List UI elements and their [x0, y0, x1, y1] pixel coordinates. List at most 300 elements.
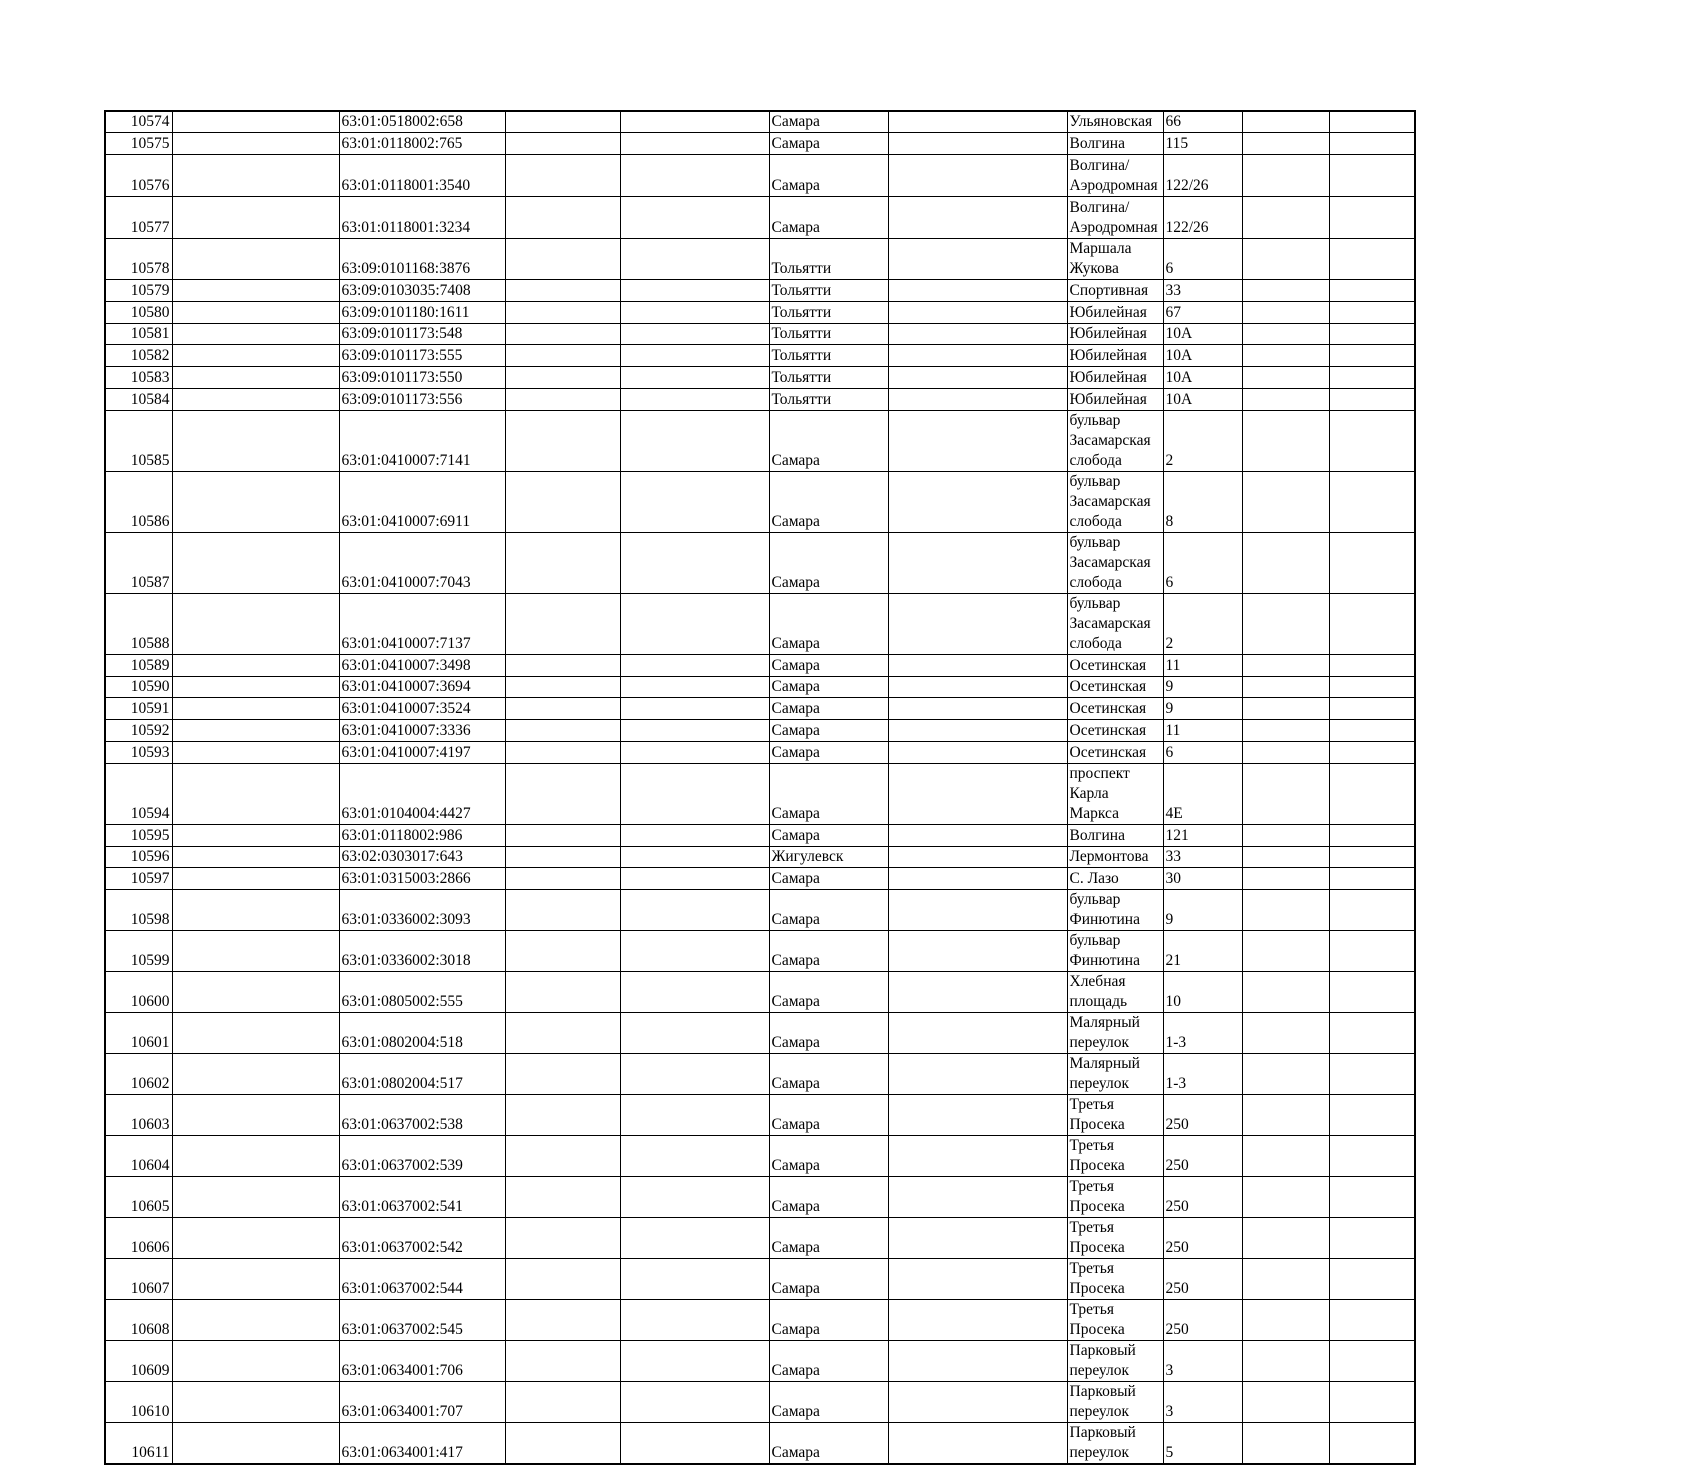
empty-cell	[1329, 890, 1415, 931]
table-row	[105, 868, 1415, 890]
street-cell: Третья Просека	[1067, 1136, 1163, 1177]
empty-cell	[1242, 593, 1329, 654]
row-number-cell: 10583	[105, 367, 172, 389]
empty-cell	[620, 155, 769, 197]
empty-cell	[1242, 471, 1329, 532]
row-number-cell: 10585	[105, 410, 172, 471]
row-number-cell: 10602	[105, 1054, 172, 1095]
empty-cell	[505, 1259, 620, 1300]
empty-cell	[1242, 301, 1329, 323]
street-cell: Юбилейная	[1067, 301, 1163, 323]
empty-cell	[505, 824, 620, 846]
table-row	[105, 301, 1415, 323]
empty-cell	[1242, 1013, 1329, 1054]
empty-cell	[1242, 654, 1329, 676]
city-cell: Самара	[769, 720, 888, 742]
empty-cell	[888, 1095, 1067, 1136]
row-number-cell: 10576	[105, 155, 172, 197]
empty-cell	[1329, 698, 1415, 720]
empty-cell	[1242, 868, 1329, 890]
empty-cell	[1329, 155, 1415, 197]
row-number-cell: 10591	[105, 698, 172, 720]
city-cell: Самара	[769, 1382, 888, 1423]
city-cell: Самара	[769, 890, 888, 931]
house-number-cell: 122/26	[1163, 155, 1242, 197]
empty-cell	[888, 698, 1067, 720]
empty-cell	[172, 846, 339, 868]
empty-cell	[505, 133, 620, 155]
house-number-cell: 6	[1163, 532, 1242, 593]
empty-cell	[505, 1013, 620, 1054]
city-cell: Самара	[769, 532, 888, 593]
empty-cell	[505, 890, 620, 931]
empty-cell	[1329, 133, 1415, 155]
table-row	[105, 410, 1415, 471]
street-cell: Маршала Жукова	[1067, 239, 1163, 280]
row-number-cell: 10589	[105, 654, 172, 676]
house-number-cell: 6	[1163, 239, 1242, 280]
cadastral-number-cell: 63:01:0637002:541	[339, 1177, 505, 1218]
empty-cell	[505, 1054, 620, 1095]
empty-cell	[505, 593, 620, 654]
cadastral-number-cell: 63:01:0637002:545	[339, 1300, 505, 1341]
house-number-cell: 30	[1163, 868, 1242, 890]
house-number-cell: 250	[1163, 1177, 1242, 1218]
table-row	[105, 345, 1415, 367]
table-row	[105, 1177, 1415, 1218]
empty-cell	[888, 1136, 1067, 1177]
city-cell: Самара	[769, 593, 888, 654]
city-cell: Самара	[769, 1177, 888, 1218]
empty-cell	[620, 824, 769, 846]
table-row	[105, 1300, 1415, 1341]
street-cell: проспект Карла Маркса	[1067, 763, 1163, 824]
empty-cell	[172, 410, 339, 471]
empty-cell	[1242, 698, 1329, 720]
row-number-cell: 10586	[105, 471, 172, 532]
city-cell: Самара	[769, 1095, 888, 1136]
city-cell: Самара	[769, 698, 888, 720]
row-number-cell: 10601	[105, 1013, 172, 1054]
empty-cell	[1242, 1341, 1329, 1382]
row-number-cell: 10579	[105, 280, 172, 302]
empty-cell	[172, 654, 339, 676]
empty-cell	[505, 698, 620, 720]
city-cell: Тольятти	[769, 367, 888, 389]
city-cell: Самара	[769, 111, 888, 133]
empty-cell	[172, 323, 339, 345]
street-cell: Третья Просека	[1067, 1300, 1163, 1341]
cadastral-number-cell: 63:01:0637002:544	[339, 1259, 505, 1300]
empty-cell	[172, 367, 339, 389]
table-body	[105, 111, 1415, 1464]
table-row	[105, 280, 1415, 302]
empty-cell	[505, 1382, 620, 1423]
empty-cell	[1242, 1423, 1329, 1465]
row-number-cell: 10578	[105, 239, 172, 280]
cadastral-number-cell: 63:09:0101173:548	[339, 323, 505, 345]
empty-cell	[888, 410, 1067, 471]
empty-cell	[620, 1136, 769, 1177]
table-row	[105, 698, 1415, 720]
empty-cell	[1329, 367, 1415, 389]
empty-cell	[1329, 720, 1415, 742]
row-number-cell: 10603	[105, 1095, 172, 1136]
table-row	[105, 111, 1415, 133]
empty-cell	[888, 532, 1067, 593]
table-row	[105, 323, 1415, 345]
empty-cell	[505, 197, 620, 239]
empty-cell	[172, 301, 339, 323]
house-number-cell: 67	[1163, 301, 1242, 323]
house-number-cell: 10А	[1163, 323, 1242, 345]
house-number-cell: 21	[1163, 931, 1242, 972]
empty-cell	[1329, 111, 1415, 133]
empty-cell	[888, 1423, 1067, 1465]
empty-cell	[620, 1218, 769, 1259]
table-row	[105, 1054, 1415, 1095]
empty-cell	[888, 931, 1067, 972]
city-cell: Самара	[769, 1341, 888, 1382]
table-row	[105, 1382, 1415, 1423]
empty-cell	[620, 111, 769, 133]
cadastral-number-cell: 63:01:0410007:7043	[339, 532, 505, 593]
empty-cell	[1242, 824, 1329, 846]
empty-cell	[172, 532, 339, 593]
empty-cell	[1329, 410, 1415, 471]
row-number-cell: 10584	[105, 389, 172, 411]
empty-cell	[505, 1341, 620, 1382]
house-number-cell: 10А	[1163, 389, 1242, 411]
empty-cell	[505, 763, 620, 824]
house-number-cell: 11	[1163, 654, 1242, 676]
empty-cell	[620, 345, 769, 367]
empty-cell	[172, 133, 339, 155]
empty-cell	[172, 1218, 339, 1259]
city-cell: Самара	[769, 471, 888, 532]
city-cell: Самара	[769, 868, 888, 890]
empty-cell	[1329, 389, 1415, 411]
empty-cell	[1242, 367, 1329, 389]
empty-cell	[172, 763, 339, 824]
table-row	[105, 742, 1415, 764]
house-number-cell: 250	[1163, 1218, 1242, 1259]
registry-table	[104, 110, 1416, 1465]
empty-cell	[888, 345, 1067, 367]
house-number-cell: 122/26	[1163, 197, 1242, 239]
empty-cell	[505, 868, 620, 890]
empty-cell	[1242, 532, 1329, 593]
empty-cell	[1242, 1382, 1329, 1423]
empty-cell	[888, 1300, 1067, 1341]
empty-cell	[505, 1423, 620, 1465]
cadastral-number-cell: 63:01:0410007:6911	[339, 471, 505, 532]
empty-cell	[888, 846, 1067, 868]
empty-cell	[620, 1341, 769, 1382]
house-number-cell: 33	[1163, 280, 1242, 302]
city-cell: Самара	[769, 1300, 888, 1341]
row-number-cell: 10600	[105, 972, 172, 1013]
street-cell: бульвар Засамарская слобода	[1067, 593, 1163, 654]
empty-cell	[888, 389, 1067, 411]
empty-cell	[172, 824, 339, 846]
street-cell: Ульяновская	[1067, 111, 1163, 133]
empty-cell	[888, 367, 1067, 389]
empty-cell	[172, 1136, 339, 1177]
row-number-cell: 10590	[105, 676, 172, 698]
row-number-cell: 10607	[105, 1259, 172, 1300]
table-row	[105, 654, 1415, 676]
table-row	[105, 1341, 1415, 1382]
empty-cell	[620, 1259, 769, 1300]
empty-cell	[620, 720, 769, 742]
house-number-cell: 8	[1163, 471, 1242, 532]
empty-cell	[1329, 532, 1415, 593]
empty-cell	[172, 1423, 339, 1465]
empty-cell	[620, 763, 769, 824]
empty-cell	[1329, 654, 1415, 676]
street-cell: С. Лазо	[1067, 868, 1163, 890]
empty-cell	[172, 471, 339, 532]
table-row	[105, 1013, 1415, 1054]
empty-cell	[620, 972, 769, 1013]
empty-cell	[172, 593, 339, 654]
row-number-cell: 10575	[105, 133, 172, 155]
table-row	[105, 155, 1415, 197]
empty-cell	[505, 720, 620, 742]
cadastral-number-cell: 63:01:0634001:706	[339, 1341, 505, 1382]
empty-cell	[620, 1177, 769, 1218]
street-cell: Юбилейная	[1067, 389, 1163, 411]
cadastral-number-cell: 63:01:0118002:765	[339, 133, 505, 155]
house-number-cell: 250	[1163, 1300, 1242, 1341]
empty-cell	[172, 1054, 339, 1095]
empty-cell	[888, 1054, 1067, 1095]
empty-cell	[505, 1300, 620, 1341]
table-row	[105, 133, 1415, 155]
street-cell: Волгина	[1067, 824, 1163, 846]
empty-cell	[620, 890, 769, 931]
house-number-cell: 9	[1163, 698, 1242, 720]
empty-cell	[505, 654, 620, 676]
cadastral-number-cell: 63:01:0410007:4197	[339, 742, 505, 764]
empty-cell	[172, 1382, 339, 1423]
empty-cell	[505, 323, 620, 345]
empty-cell	[1242, 133, 1329, 155]
house-number-cell: 250	[1163, 1095, 1242, 1136]
cadastral-number-cell: 63:01:0410007:3694	[339, 676, 505, 698]
cadastral-number-cell: 63:01:0634001:707	[339, 1382, 505, 1423]
empty-cell	[172, 111, 339, 133]
city-cell: Самара	[769, 155, 888, 197]
empty-cell	[172, 280, 339, 302]
row-number-cell: 10588	[105, 593, 172, 654]
house-number-cell: 115	[1163, 133, 1242, 155]
empty-cell	[888, 111, 1067, 133]
empty-cell	[620, 1095, 769, 1136]
empty-cell	[505, 532, 620, 593]
house-number-cell: 66	[1163, 111, 1242, 133]
row-number-cell: 10604	[105, 1136, 172, 1177]
street-cell: Юбилейная	[1067, 345, 1163, 367]
table-row	[105, 1423, 1415, 1465]
table-row	[105, 1136, 1415, 1177]
empty-cell	[620, 1382, 769, 1423]
table-row	[105, 532, 1415, 593]
empty-cell	[1242, 846, 1329, 868]
empty-cell	[1329, 1300, 1415, 1341]
empty-cell	[620, 197, 769, 239]
cadastral-number-cell: 63:01:0634001:417	[339, 1423, 505, 1465]
empty-cell	[888, 239, 1067, 280]
table-row	[105, 389, 1415, 411]
house-number-cell: 10А	[1163, 345, 1242, 367]
cadastral-number-cell: 63:01:0315003:2866	[339, 868, 505, 890]
empty-cell	[888, 301, 1067, 323]
house-number-cell: 6	[1163, 742, 1242, 764]
street-cell: Малярный переулок	[1067, 1013, 1163, 1054]
table-row	[105, 1095, 1415, 1136]
empty-cell	[620, 239, 769, 280]
table-row	[105, 593, 1415, 654]
empty-cell	[505, 972, 620, 1013]
empty-cell	[620, 593, 769, 654]
city-cell: Самара	[769, 1259, 888, 1300]
empty-cell	[888, 1382, 1067, 1423]
row-number-cell: 10580	[105, 301, 172, 323]
empty-cell	[172, 1095, 339, 1136]
city-cell: Самара	[769, 654, 888, 676]
cadastral-number-cell: 63:01:0118002:986	[339, 824, 505, 846]
street-cell: Малярный переулок	[1067, 1054, 1163, 1095]
empty-cell	[172, 345, 339, 367]
table-row	[105, 890, 1415, 931]
empty-cell	[1329, 742, 1415, 764]
empty-cell	[1329, 280, 1415, 302]
cadastral-number-cell: 63:01:0118001:3234	[339, 197, 505, 239]
empty-cell	[1242, 720, 1329, 742]
empty-cell	[1242, 742, 1329, 764]
street-cell: Третья Просека	[1067, 1095, 1163, 1136]
empty-cell	[172, 720, 339, 742]
empty-cell	[1329, 345, 1415, 367]
empty-cell	[620, 868, 769, 890]
empty-cell	[505, 367, 620, 389]
empty-cell	[1242, 1259, 1329, 1300]
empty-cell	[1329, 1136, 1415, 1177]
row-number-cell: 10582	[105, 345, 172, 367]
empty-cell	[888, 593, 1067, 654]
house-number-cell: 2	[1163, 410, 1242, 471]
table-row	[105, 676, 1415, 698]
row-number-cell: 10596	[105, 846, 172, 868]
empty-cell	[620, 133, 769, 155]
row-number-cell: 10606	[105, 1218, 172, 1259]
city-cell: Тольятти	[769, 301, 888, 323]
row-number-cell: 10577	[105, 197, 172, 239]
empty-cell	[620, 846, 769, 868]
cadastral-number-cell: 63:01:0518002:658	[339, 111, 505, 133]
cadastral-number-cell: 63:09:0101180:1611	[339, 301, 505, 323]
row-number-cell: 10574	[105, 111, 172, 133]
cadastral-number-cell: 63:09:0101168:3876	[339, 239, 505, 280]
row-number-cell: 10593	[105, 742, 172, 764]
house-number-cell: 10	[1163, 972, 1242, 1013]
street-cell: Волгина/Аэродромная	[1067, 155, 1163, 197]
empty-cell	[1242, 1095, 1329, 1136]
empty-cell	[888, 676, 1067, 698]
empty-cell	[620, 301, 769, 323]
empty-cell	[505, 1136, 620, 1177]
empty-cell	[620, 654, 769, 676]
empty-cell	[505, 1095, 620, 1136]
city-cell: Тольятти	[769, 389, 888, 411]
empty-cell	[1329, 301, 1415, 323]
empty-cell	[888, 720, 1067, 742]
row-number-cell: 10605	[105, 1177, 172, 1218]
cadastral-number-cell: 63:01:0410007:3336	[339, 720, 505, 742]
row-number-cell: 10597	[105, 868, 172, 890]
table-row	[105, 846, 1415, 868]
city-cell: Самара	[769, 197, 888, 239]
empty-cell	[505, 676, 620, 698]
empty-cell	[1242, 280, 1329, 302]
cadastral-number-cell: 63:01:0637002:539	[339, 1136, 505, 1177]
empty-cell	[505, 410, 620, 471]
cadastral-number-cell: 63:02:0303017:643	[339, 846, 505, 868]
empty-cell	[1242, 197, 1329, 239]
empty-cell	[620, 698, 769, 720]
empty-cell	[505, 471, 620, 532]
street-cell: Парковый переулок	[1067, 1423, 1163, 1465]
empty-cell	[620, 532, 769, 593]
street-cell: Волгина/Аэродромная	[1067, 197, 1163, 239]
cadastral-number-cell: 63:01:0802004:518	[339, 1013, 505, 1054]
cadastral-number-cell: 63:01:0104004:4427	[339, 763, 505, 824]
empty-cell	[1242, 239, 1329, 280]
cadastral-number-cell: 63:09:0103035:7408	[339, 280, 505, 302]
cadastral-number-cell: 63:09:0101173:555	[339, 345, 505, 367]
city-cell: Самара	[769, 742, 888, 764]
empty-cell	[620, 280, 769, 302]
empty-cell	[888, 280, 1067, 302]
empty-cell	[1242, 1177, 1329, 1218]
empty-cell	[1242, 111, 1329, 133]
empty-cell	[888, 1259, 1067, 1300]
empty-cell	[505, 280, 620, 302]
empty-cell	[888, 155, 1067, 197]
city-cell: Тольятти	[769, 323, 888, 345]
empty-cell	[505, 742, 620, 764]
table-row	[105, 1259, 1415, 1300]
empty-cell	[1242, 676, 1329, 698]
house-number-cell: 9	[1163, 676, 1242, 698]
cadastral-number-cell: 63:01:0410007:3498	[339, 654, 505, 676]
street-cell: бульвар Финютина	[1067, 890, 1163, 931]
street-cell: Осетинская	[1067, 698, 1163, 720]
empty-cell	[505, 155, 620, 197]
house-number-cell: 2	[1163, 593, 1242, 654]
empty-cell	[172, 698, 339, 720]
empty-cell	[620, 471, 769, 532]
empty-cell	[1329, 763, 1415, 824]
house-number-cell: 4Е	[1163, 763, 1242, 824]
row-number-cell: 10611	[105, 1423, 172, 1465]
empty-cell	[1329, 676, 1415, 698]
empty-cell	[1329, 1095, 1415, 1136]
city-cell: Самара	[769, 1423, 888, 1465]
house-number-cell: 250	[1163, 1136, 1242, 1177]
